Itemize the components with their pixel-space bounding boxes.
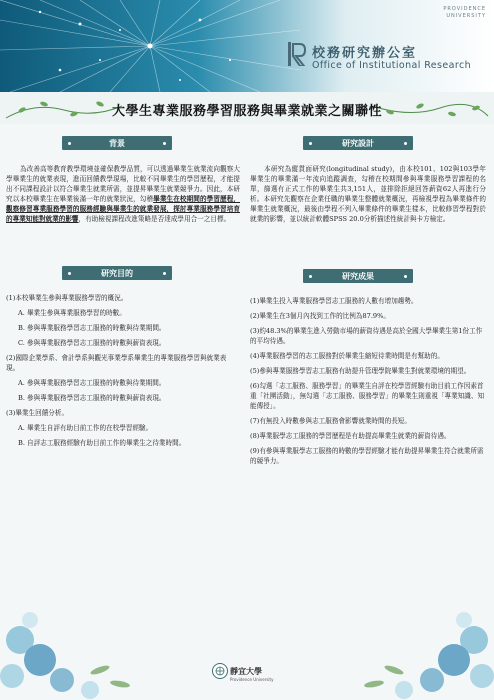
list-item: B. 自評志工服務經驗有助目前工作的畢業生之待業時間。 (18, 439, 186, 447)
list-item: (3)約48.3%的畢業生進入勞動市場的薪資待遇是高於全國大學畢業生第1份工作的平均待遇。 (250, 327, 483, 345)
section-heading-background: 背景 (62, 136, 172, 150)
header-banner (0, 0, 494, 92)
list-item: (8)專業服學志工服務的學習歷程是有助提高畢業生就業的薪資待遇。 (250, 432, 451, 440)
list-item: (4)專業服務學習的志工服務對於畢業生縮短待業時間是有幫助的。 (250, 352, 444, 360)
background-paragraph: 為改善高等教育教學環境並確保教學品質，可以透過畢業生就業流向觀察大學畢業生的就業表現，進而回饋教學現場，比較不同畢業生的學習歷程，才能提出不同課程設計以符合畢業生就業所需，並提昇畢業生就業競爭力。因此，本研究以本校畢業生在畢業後滿一年的就業狀況，勾稽畢業生在校期間的學習歷程，觀察修習專業服務學習的服務經驗與畢業生的就業發展，探討專業服務學習培育的專業知能對就業的影響，有助檢視課程改進策略是否達成學用合一之目標。 (6, 165, 241, 223)
list-item: (9)有參與專業服學志工服務的時數的學習經驗才能有助提昇畢業生符合就業所需的競爭力。 (250, 447, 484, 465)
section-heading-purpose: 研究目的 (62, 266, 172, 280)
bullet-dot-icon (404, 142, 407, 145)
floral-footer-decoration (0, 580, 494, 700)
list-item: A. 參與專業服務學習志工服務的時數與待業期間。 (18, 379, 166, 387)
university-wordmark: PROVIDENCE UNIVERSITY (443, 6, 486, 19)
bullet-dot-icon (68, 272, 71, 275)
university-name-en: Providence University (230, 677, 274, 682)
bullet-dot-icon (68, 142, 71, 145)
list-item: (6)勾選「志工服務、服務學習」的畢業生自評在校學習經驗有助目前工作因素首重「社團活動」，無勾選「志工服務、服務學習」的畢業生則重視「專業知識、知能傳授」。 (250, 382, 485, 410)
office-name-en: Office of Institutional Research (312, 60, 472, 71)
list-item: (2)國際企業學系、會計學系與觀光事業學系畢業生的專業服務學習與就業表現。 (6, 354, 227, 372)
university-seal-icon (212, 663, 228, 679)
bullet-dot-icon (163, 142, 166, 145)
design-paragraph: 本研究為縱貫面研究(longitudinal study)，由本校101、102與103學年畢業生的畢業滿一年流向追蹤調查，勾稽在校期間參與專業服務學習課程的名單，篩選有正式工作的畢業生共3,151人，並排除拒絕回答薪資62人再進行分析。本研究先觀察在企業任職的畢業生整體就業概況，再檢視學程為畢業條件的畢業生就業概況，最後由學程不列入畢業條件的畢業生樣本，比較修習學程對於就業的影響，並以統計軟體SPSS 20.0分析描述性統計與卡方檢定。 (250, 165, 486, 223)
list-item: B. 參與專業服務學習志工服務的時數與待業期間。 (18, 324, 166, 332)
office-logo-icon (288, 42, 306, 66)
bullet-dot-icon (404, 275, 407, 278)
results-list (250, 296, 486, 471)
page-title: 大學生專業服務學習服務與畢業就業之關聯性 (111, 104, 382, 119)
office-name-zh: 校務研究辦公室 (312, 46, 418, 61)
section-heading-design: 研究設計 (303, 136, 413, 150)
bullet-dot-icon (163, 272, 166, 275)
list-item: A. 畢業生自評有助目前工作的在校學習經驗。 (18, 424, 153, 432)
list-item: C. 參與專業服務學習志工服務的時數與薪資表現。 (18, 339, 166, 347)
list-item: (2)畢業生在3個月內找到工作的比例為87.9%。 (250, 312, 390, 320)
university-name-zh: 靜宜大學 (230, 666, 262, 676)
purpose-list (6, 293, 238, 453)
radiating-lines-graphic (0, 0, 300, 92)
list-item: (1)畢業生投入專業服務學習志工服務的人數有增加趨勢。 (250, 297, 418, 305)
list-item: (1)本校畢業生參與專業服務學習的概況。 (6, 294, 128, 302)
bullet-dot-icon (309, 275, 312, 278)
list-item: (5)參與專業服務學習志工服務有助提升管理學院畢業生對就業環境的期望。 (250, 367, 471, 375)
list-item: A. 畢業生參與專業服務學習的時數。 (18, 309, 126, 317)
list-item: (7)有無投入時數參與志工服務會影響就業時間的長短。 (250, 417, 411, 425)
bullet-dot-icon (309, 142, 312, 145)
background-highlight: 畢業生在校期間的學習歷程，觀察修習專業服務學習的服務經驗與畢業生的就業發展，探討專業服務學習培育的專業知能對就業的影響 (6, 195, 241, 223)
section-heading-results: 研究成果 (303, 269, 413, 283)
list-item: (3)畢業生回饋分析。 (6, 409, 69, 417)
list-item: B. 參與專業服務學習志工服務的時數與薪資表現。 (18, 394, 166, 402)
